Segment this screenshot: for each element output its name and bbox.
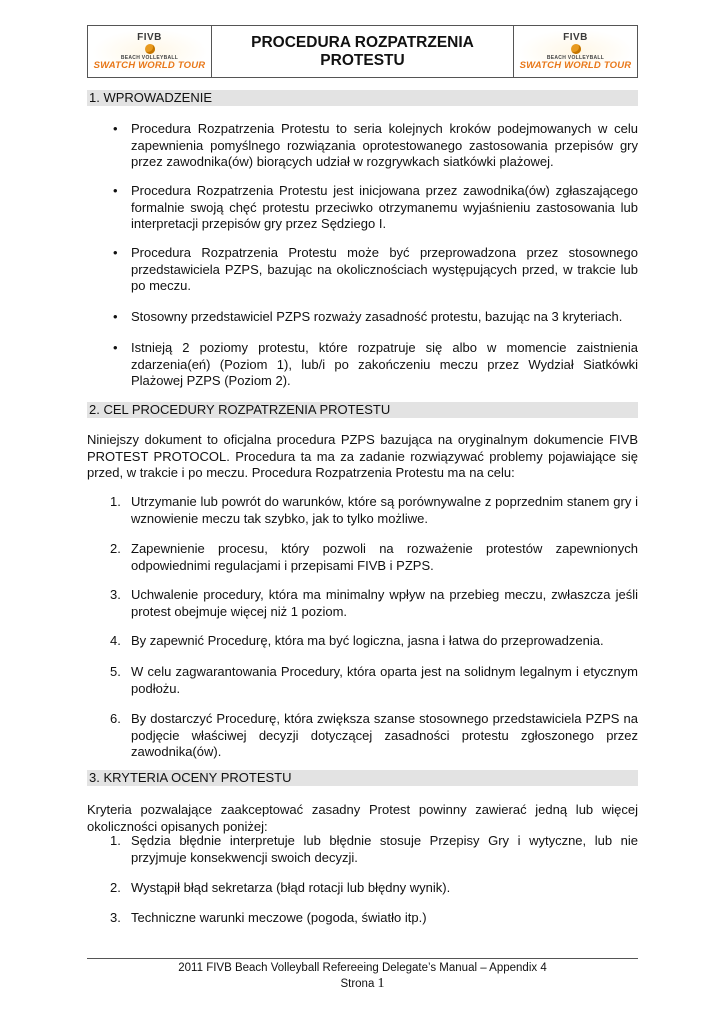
logo-brand-text: FIVB xyxy=(137,31,162,43)
list-item: 1. Utrzymanie lub powrót do warunków, które są porównywalne z poprzednim stanem gry i wznowienie meczu tak szybko, jak to tylko możliwe. xyxy=(110,494,638,526)
bullet-icon: • xyxy=(113,121,118,136)
fivb-swatch-logo xyxy=(92,29,208,75)
title-line-1: PROCEDURA ROZPATRZENIA xyxy=(251,33,474,51)
logo-brand-text: FIVB xyxy=(563,31,588,43)
footer-manual-title: 2011 FIVB Beach Volleyball Refereeing Delegate’s Manual – Appendix 4 xyxy=(178,962,547,974)
logo-main-text: SWATCH WORLD TOUR xyxy=(519,59,632,71)
bullet-icon: • xyxy=(113,245,118,260)
footer-page-number xyxy=(87,976,638,992)
logo-subtitle-text: BEACH VOLLEYBALL xyxy=(120,54,179,61)
page-footer xyxy=(87,961,638,992)
list-item: • Procedura Rozpatrzenia Protestu to seria kolejnych kroków podejmowanych w celu zapewnienia pomyślnego rozwiązania oprotestowanego zastosowania przepisów gry przez zawodnika(ów) biorących udział w rozgrywkach siatkówki plażowej. xyxy=(113,121,638,169)
section-heading-2: 2. CEL PROCEDURY ROZPATRZENIA PROTESTU xyxy=(87,402,638,418)
volleyball-icon xyxy=(571,44,581,54)
list-item: • Procedura Rozpatrzenia Protestu jest inicjowana przez zawodnika(ów) zgłaszającego formalnie swoją chęć protestu przeciwko otrzymanemu wyjaśnieniu zastosowania lub interpretacji przepisów gry przez Sędziego I. xyxy=(113,183,638,231)
section-heading-3: 3. KRYTERIA OCENY PROTESTU xyxy=(87,770,638,786)
page-label: Strona xyxy=(340,978,375,990)
document-header xyxy=(87,25,638,78)
section-3-intro: Kryteria pozwalające zaakceptować zasadny Protest powinny zawierać jedną lub więcej okoliczności opisanych poniżej: xyxy=(87,802,638,834)
section-heading-1: 1. WPROWADZENIE xyxy=(87,90,638,106)
bullet-icon: • xyxy=(113,309,118,324)
document-title xyxy=(212,26,513,77)
page-number: 1 xyxy=(377,976,385,991)
list-item: 1. Sędzia błędnie interpretuje lub błędnie stosuje Przepisy Gry i wytyczne, lub nie przyjmuje konsekwencji swoich decyzji. xyxy=(110,833,638,865)
bullet-icon: • xyxy=(113,340,118,355)
fivb-swatch-logo xyxy=(518,29,634,75)
list-item: 3. Techniczne warunki meczowe (pogoda, światło itp.) xyxy=(110,910,427,925)
logo-main-text: SWATCH WORLD TOUR xyxy=(93,59,206,71)
list-item: 3. Uchwalenie procedury, która ma minimalny wpływ na przebieg meczu, zwłaszcza jeśli protest obejmuje więcej niż 1 poziom. xyxy=(110,587,638,619)
list-item: 2. Zapewnienie procesu, który pozwoli na rozważenie protestów zapewnionych odpowiednimi regulacjami i przepisami FIVB i PZPS. xyxy=(110,541,638,573)
header-logo-left xyxy=(88,26,212,77)
volleyball-icon xyxy=(145,44,155,54)
logo-subtitle-text: BEACH VOLLEYBALL xyxy=(546,54,605,61)
list-item: • Procedura Rozpatrzenia Protestu może być przeprowadzona przez stosownego przedstawiciela PZPS, bazując na okolicznościach występujących przed, w trakcie lub po meczu. xyxy=(113,245,638,293)
footer-divider xyxy=(87,958,638,959)
list-item: • Stosowny przedstawiciel PZPS rozważy zasadność protestu, bazując na 3 kryteriach. xyxy=(113,309,623,324)
bullet-icon: • xyxy=(113,183,118,198)
title-line-2: PROTESTU xyxy=(320,51,405,69)
list-item: 4. By zapewnić Procedurę, która ma być logiczna, jasna i łatwa do przeprowadzenia. xyxy=(110,633,604,648)
section-2-intro: Niniejszy dokument to oficjalna procedura PZPS bazująca na oryginalnym dokumencie FIVB PROTEST PROTOCOL. Procedura ta ma za zadanie rozwiązywać problemy pojawiające się przed, w trakcie i po meczu. Procedura Rozpatrzenia Protestu ma na celu: xyxy=(87,432,638,480)
list-item: 2. Wystąpił błąd sekretarza (błąd rotacji lub błędny wynik). xyxy=(110,880,451,895)
header-logo-right xyxy=(513,26,637,77)
list-item: • Istnieją 2 poziomy protestu, które rozpatruje się albo w momencie zaistnienia zdarzenia(eń) (Poziom 1), lub/i po zakończeniu meczu przez Wydział Siatkówki Plażowej PZPS (Poziom 2). xyxy=(113,340,638,388)
list-item: 5. W celu zagwarantowania Procedury, która oparta jest na solidnym legalnym i etycznym podłożu. xyxy=(110,664,638,696)
list-item: 6. By dostarczyć Procedurę, która zwiększa szanse stosownego przedstawiciela PZPS na podjęcie właściwej decyzji dotyczącej zasadności protestu zgłoszonego przez zawodnika(ów). xyxy=(110,711,638,759)
